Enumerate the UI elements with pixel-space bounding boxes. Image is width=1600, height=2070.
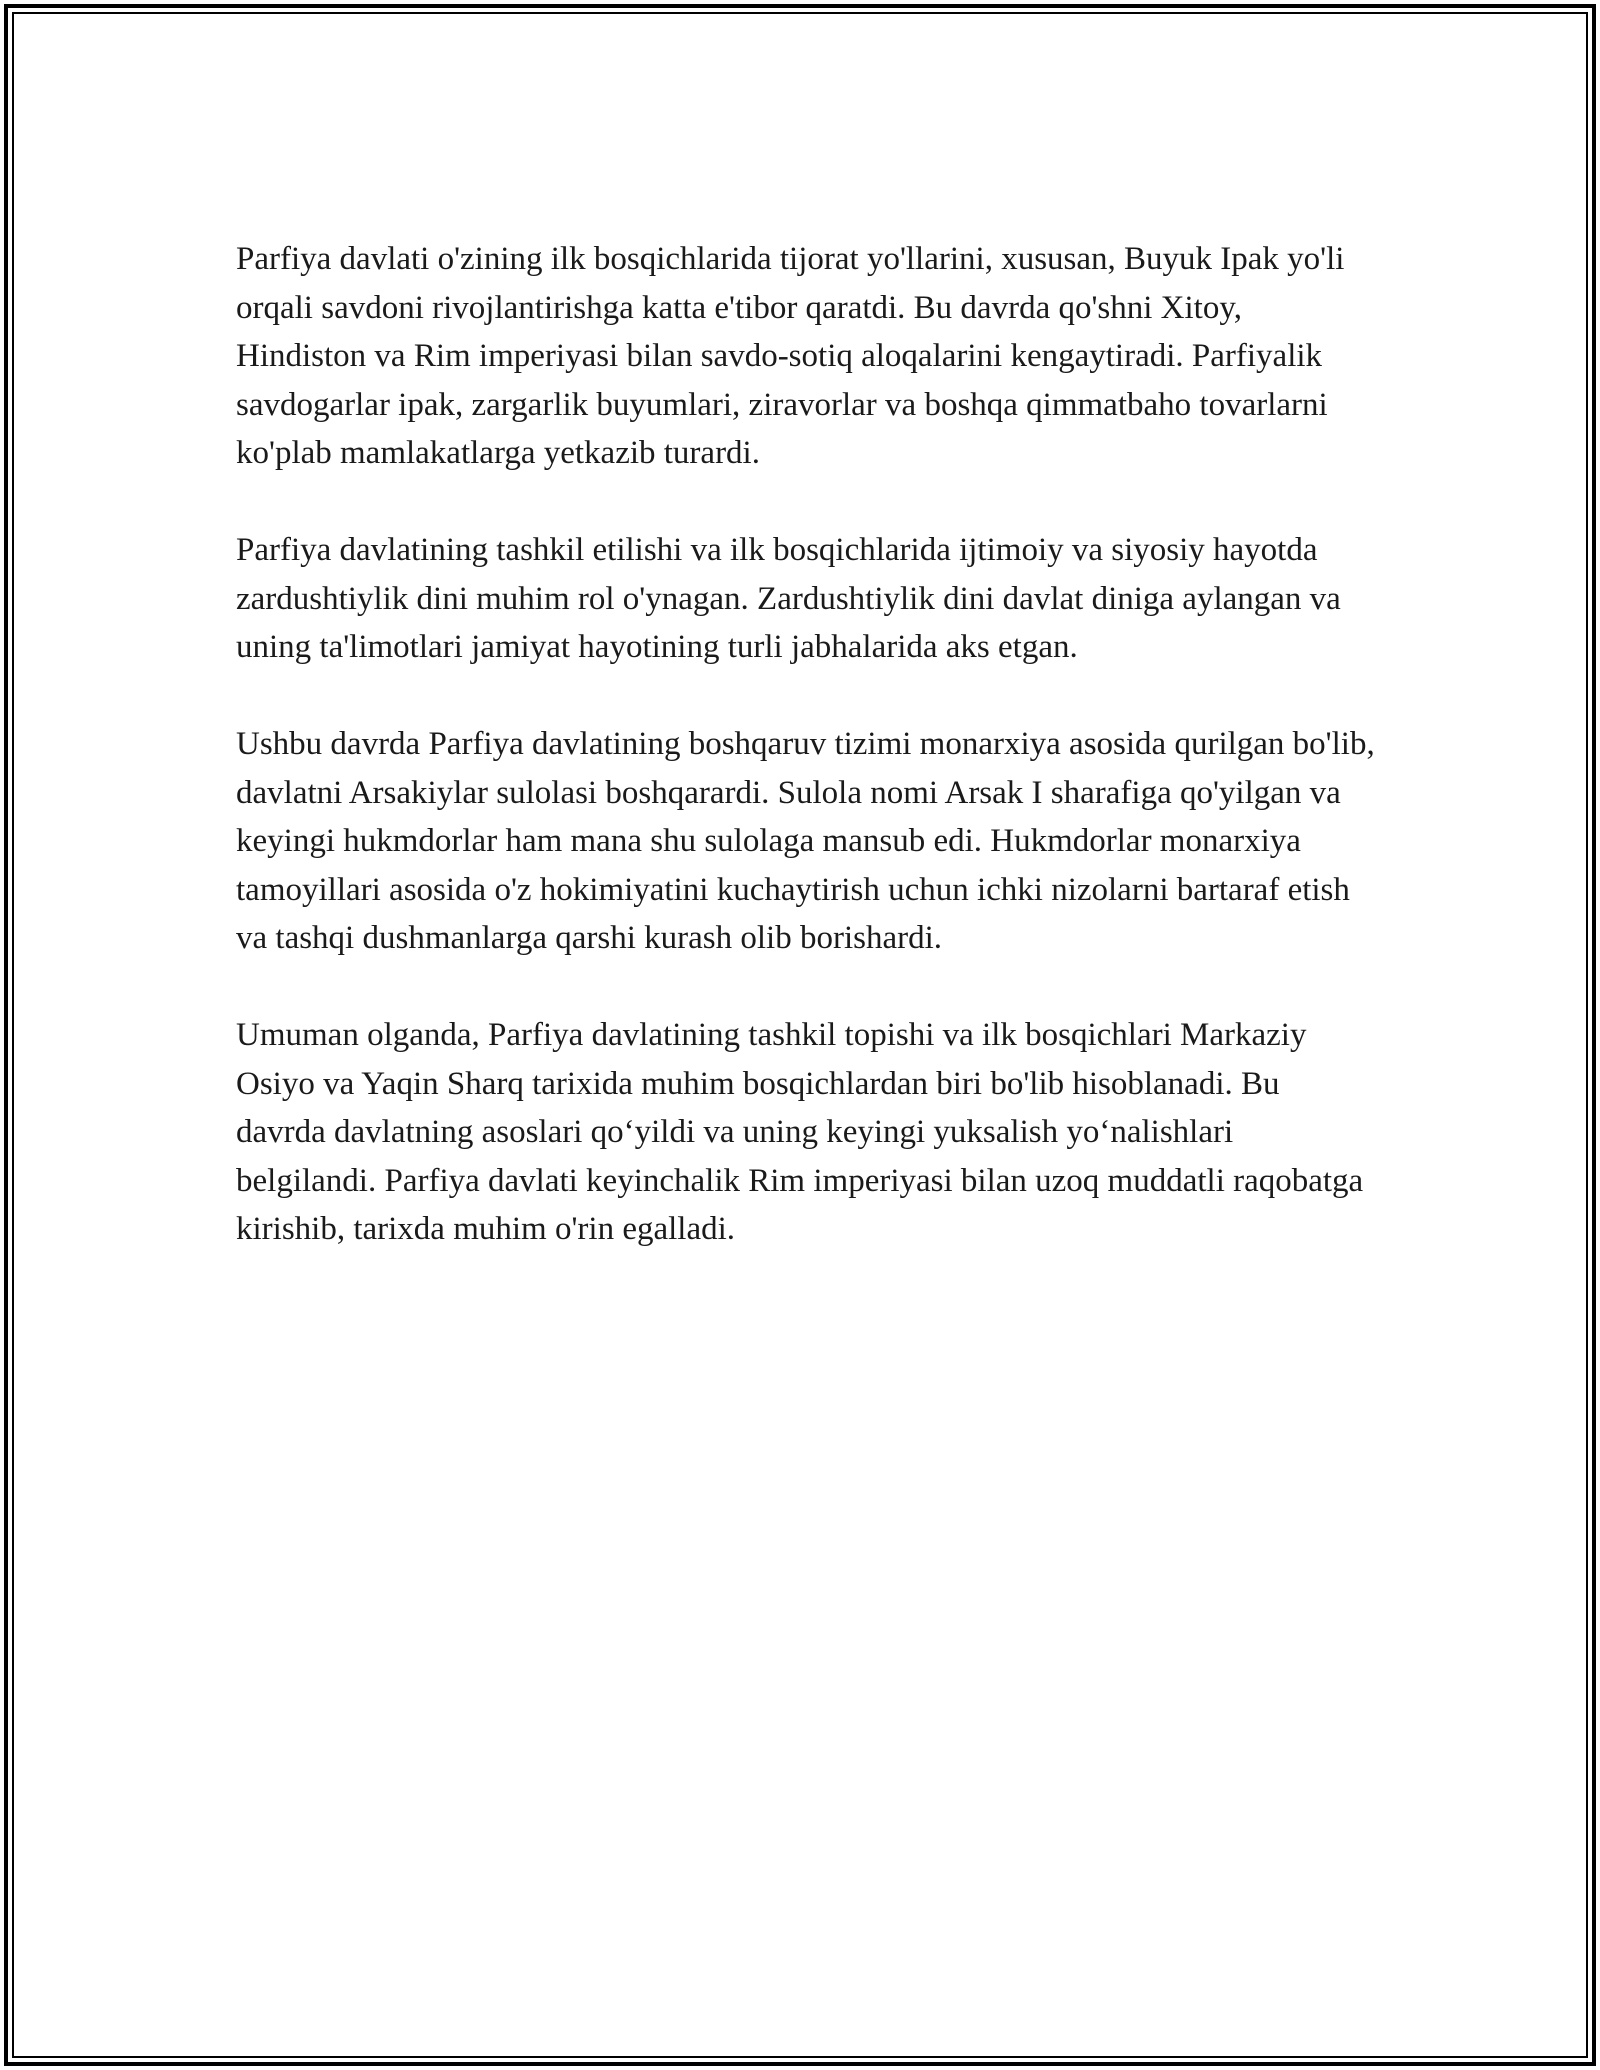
paragraph-government: Ushbu davrda Parfiya davlatining boshqaruv tizimi monarxiya asosida qurilgan bo'lib, davlatni Arsakiylar sulolasi boshqarardi. Sulola nomi Arsak I sharafiga qo'yilgan va keyingi hukmdorlar ham mana shu sulolaga mansub edi. Hukmdorlar monarxiya tamoyillari asosida o'z hokimiyatini kuchaytirish uchun ichki nizolarni bartaraf etish va tashqi dushmanlarga qarshi kurash olib borishardi.: [236, 726, 1375, 956]
paragraph-conclusion: Umuman olganda, Parfiya davlatining tashkil topishi va ilk bosqichlari Markaziy Osiyo va Yaqin Sharq tarixida muhim bosqichlardan biri bo'lib hisoblanadi. Bu davrda davlatning asoslari qo‘yildi va uning keyingi yuksalish yo‘nalishlari belgilandi. Parfiya davlati keyinchalik Rim imperiyasi bilan uzoq muddatli raqobatga kirishib, tarixda muhim o'rin egalladi.: [236, 1017, 1364, 1247]
paragraph-trade: Parfiya davlati o'zining ilk bosqichlarida tijorat yo'llarini, xususan, Buyuk Ipak yo'li orqali savdoni rivojlantirishga katta e'tibor qaratdi. Bu davrda qo'shni Xitoy, Hindiston va Rim imperiyasi bilan savdo-sotiq aloqalarini kengaytiradi. Parfiyalik savdogarlar ipak, zargarlik buyumlari, ziravorlar va boshqa qimmatbaho tovarlarni ko'plab mamlakatlarga yetkazib turardi.: [236, 241, 1345, 471]
paragraph-religion: Parfiya davlatining tashkil etilishi va ilk bosqichlarida ijtimoiy va siyosiy hayotda zardushtiylik dini muhim rol o'ynagan. Zardushtiylik dini davlat diniga aylangan va uning ta'limotlari jamiyat hayotining turli jabhalarida aks etgan.: [236, 532, 1341, 665]
document-body: [236, 235, 1376, 1254]
